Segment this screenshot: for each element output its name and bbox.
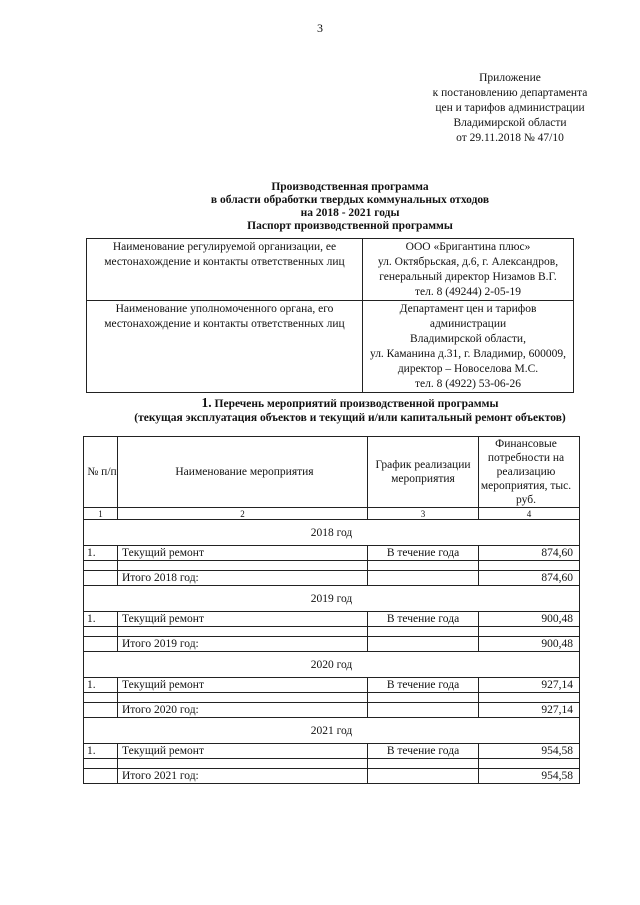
header-finance: Финансовые потребности на реализацию мероприятия, тыс. руб. bbox=[479, 437, 580, 508]
empty-row bbox=[84, 561, 580, 571]
total-amount: 927,14 bbox=[479, 703, 580, 718]
empty-row bbox=[84, 627, 580, 637]
row-name: Текущий ремонт bbox=[118, 612, 368, 627]
org-address: ул. Октябрьская, д.6, г. Александров, bbox=[377, 256, 559, 268]
row-schedule: В течение года bbox=[368, 678, 479, 693]
header-number: № п/п bbox=[84, 437, 118, 508]
empty-row bbox=[84, 693, 580, 703]
column-number: 2 bbox=[118, 508, 368, 520]
row-amount: 900,48 bbox=[479, 612, 580, 627]
column-numbers-row bbox=[84, 508, 580, 520]
authority-director: директор – Новоселова М.С. bbox=[397, 363, 539, 375]
document-title bbox=[60, 181, 640, 233]
year-label: 2020 год bbox=[84, 652, 580, 678]
title-line: Производственная программа bbox=[271, 181, 429, 193]
title-line: в области обработки твердых коммунальных отходов bbox=[210, 194, 490, 206]
table-header-row bbox=[84, 437, 580, 508]
total-label: Итого 2020 год: bbox=[118, 703, 368, 718]
row-name: Текущий ремонт bbox=[118, 546, 368, 561]
org-label: Наименование регулируемой организации, ее местонахождение и контакты ответственных лиц bbox=[87, 239, 363, 301]
row-number: 1. bbox=[84, 678, 118, 693]
header-name: Наименование мероприятия bbox=[118, 437, 368, 508]
row-number: 1. bbox=[84, 744, 118, 759]
activities-table bbox=[83, 436, 580, 784]
row-amount: 927,14 bbox=[479, 678, 580, 693]
page-number: 3 bbox=[317, 21, 323, 35]
total-amount: 874,60 bbox=[479, 571, 580, 586]
row-number: 1. bbox=[84, 546, 118, 561]
passport-row-organization bbox=[87, 239, 574, 301]
passport-row-authority bbox=[87, 301, 574, 393]
authority-phone: тел. 8 (4922) 53-06-26 bbox=[415, 378, 521, 390]
table-row bbox=[84, 612, 580, 627]
total-label: Итого 2021 год: bbox=[118, 769, 368, 784]
org-details bbox=[363, 239, 574, 301]
table-row bbox=[84, 678, 580, 693]
year-label: 2019 год bbox=[84, 586, 580, 612]
row-amount: 954,58 bbox=[479, 744, 580, 759]
appendix-block bbox=[400, 71, 620, 146]
total-row bbox=[84, 637, 580, 652]
year-row bbox=[84, 520, 580, 546]
row-number: 1. bbox=[84, 612, 118, 627]
total-amount: 954,58 bbox=[479, 769, 580, 784]
appendix-line: Приложение bbox=[479, 72, 541, 84]
org-director: генеральный директор Низамов В.Г. bbox=[379, 271, 557, 283]
authority-label: Наименование уполномоченного органа, его местонахождение и контакты ответственных лиц bbox=[87, 301, 363, 393]
org-phone: тел. 8 (49244) 2-05-19 bbox=[415, 286, 521, 298]
section-title: Перечень мероприятий производственной программы bbox=[214, 398, 499, 410]
appendix-date: от 29.11.2018 № 47/10 bbox=[456, 132, 564, 144]
appendix-line: цен и тарифов администрации bbox=[435, 102, 585, 114]
row-schedule: В течение года bbox=[368, 546, 479, 561]
title-line: на 2018 - 2021 годы bbox=[300, 207, 400, 219]
passport-heading: Паспорт производственной программы bbox=[247, 220, 453, 232]
year-row bbox=[84, 586, 580, 612]
appendix-line: к постановлению департамента bbox=[432, 87, 588, 99]
empty-row bbox=[84, 759, 580, 769]
authority-name: Владимирской области, bbox=[410, 333, 526, 345]
appendix-line: Владимирской области bbox=[453, 117, 567, 129]
authority-name: Департамент цен и тарифов администрации bbox=[399, 303, 537, 330]
row-schedule: В течение года bbox=[368, 744, 479, 759]
table-row bbox=[84, 546, 580, 561]
org-name: ООО «Бригантина плюс» bbox=[405, 241, 531, 253]
total-label: Итого 2018 год: bbox=[118, 571, 368, 586]
row-amount: 874,60 bbox=[479, 546, 580, 561]
total-amount: 900,48 bbox=[479, 637, 580, 652]
column-number: 1 bbox=[84, 508, 118, 520]
column-number: 4 bbox=[479, 508, 580, 520]
total-row bbox=[84, 571, 580, 586]
year-label: 2021 год bbox=[84, 718, 580, 744]
passport-table bbox=[86, 238, 574, 393]
total-label: Итого 2019 год: bbox=[118, 637, 368, 652]
row-schedule: В течение года bbox=[368, 612, 479, 627]
year-row bbox=[84, 718, 580, 744]
authority-details bbox=[363, 301, 574, 393]
section-subtitle: (текущая эксплуатация объектов и текущий и/или капитальный ремонт объектов) bbox=[134, 412, 566, 424]
total-row bbox=[84, 769, 580, 784]
column-number: 3 bbox=[368, 508, 479, 520]
authority-address: ул. Каманина д.31, г. Владимир, 600009, bbox=[369, 348, 567, 360]
year-label: 2018 год bbox=[84, 520, 580, 546]
section-number: 1. bbox=[201, 395, 212, 410]
table-row bbox=[84, 744, 580, 759]
section-heading bbox=[60, 396, 640, 425]
total-row bbox=[84, 703, 580, 718]
year-row bbox=[84, 652, 580, 678]
header-schedule: График реализации мероприятия bbox=[368, 437, 479, 508]
row-name: Текущий ремонт bbox=[118, 744, 368, 759]
row-name: Текущий ремонт bbox=[118, 678, 368, 693]
